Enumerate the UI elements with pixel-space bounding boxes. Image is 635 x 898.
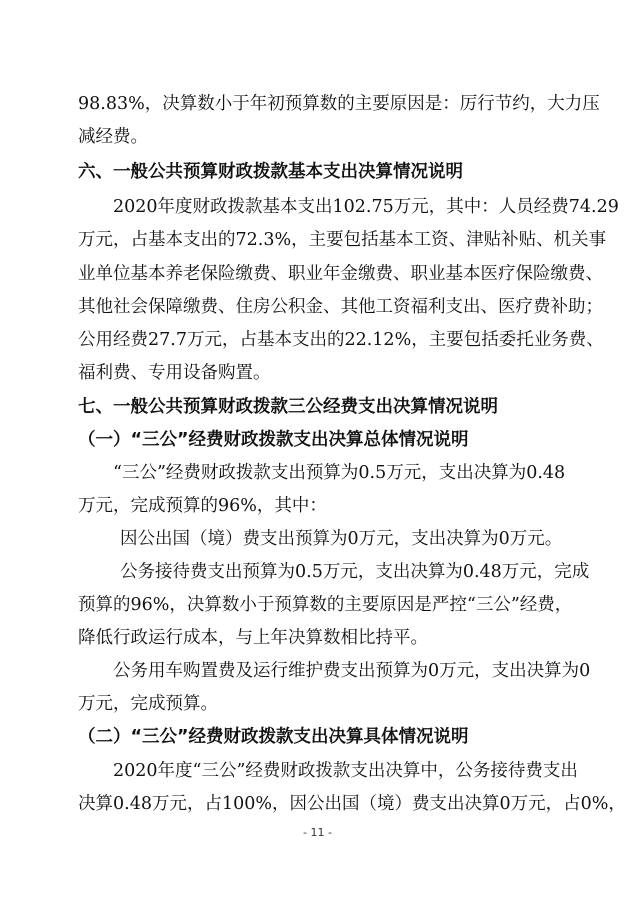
paragraph-line: 万元，完成预算。 <box>78 694 218 714</box>
paragraph-line: 其他社会保障缴费、住房公积金、其他工资福利支出、医疗费补助； <box>78 297 603 317</box>
paragraph-line: 福利费、专用设备购置。 <box>78 363 271 383</box>
paragraph-line: 业单位基本养老保险缴费、职业年金缴费、职业基本医疗保险缴费、 <box>78 264 603 284</box>
page-number: - 11 - <box>303 826 332 839</box>
paragraph-line: 2020年度“三公”经费财政拨款支出决算中，公务接待费支出 <box>113 761 578 781</box>
paragraph-line: 公务用车购置费及运行维护费支出预算为0万元，支出决算为0 <box>113 661 591 681</box>
paragraph-line: 万元，完成预算的96%，其中： <box>78 496 327 516</box>
paragraph-line: 公务接待费支出预算为0.5万元，支出决算为0.48万元，完成 <box>120 562 590 582</box>
paragraph-line: 公用经费27.7万元，占基本支出的22.12%，主要包括委托业务费、 <box>78 330 604 350</box>
paragraph-line: 预算的96%，决算数小于预算数的主要原因是严控“三公”经费， <box>78 595 573 615</box>
paragraph-line: 降低行政运行成本，与上年决算数相比持平。 <box>78 628 428 648</box>
paragraph-line: 98.83%，决算数小于年初预算数的主要原因是：厉行节约，大力压 <box>78 94 600 114</box>
section-heading-6: 六、一般公共预算财政拨款基本支出决算情况说明 <box>78 162 463 182</box>
section-heading-7: 七、一般公共预算财政拨款三公经费支出决算情况说明 <box>78 397 498 417</box>
paragraph-line: 减经费。 <box>78 127 148 147</box>
paragraph-line: 因公出国（境）费支出预算为0万元，支出决算为0万元。 <box>120 529 563 549</box>
subsection-heading-1: （一）“三公”经费财政拨款支出决算总体情况说明 <box>78 430 469 450</box>
paragraph-line: “三公”经费财政拨款支出预算为0.5万元，支出决算为0.48 <box>113 463 566 483</box>
subsection-heading-2: （二）“三公”经费财政拨款支出决算具体情况说明 <box>78 727 469 747</box>
paragraph-line: 万元，占基本支出的72.3%，主要包括基本工资、津贴补贴、机关事 <box>78 230 607 250</box>
paragraph-line: 2020年度财政拨款基本支出102.75万元，其中：人员经费74.29 <box>113 197 619 217</box>
paragraph-line: 决算0.48万元，占100%，因公出国（境）费支出决算0万元，占0%， <box>78 794 626 814</box>
